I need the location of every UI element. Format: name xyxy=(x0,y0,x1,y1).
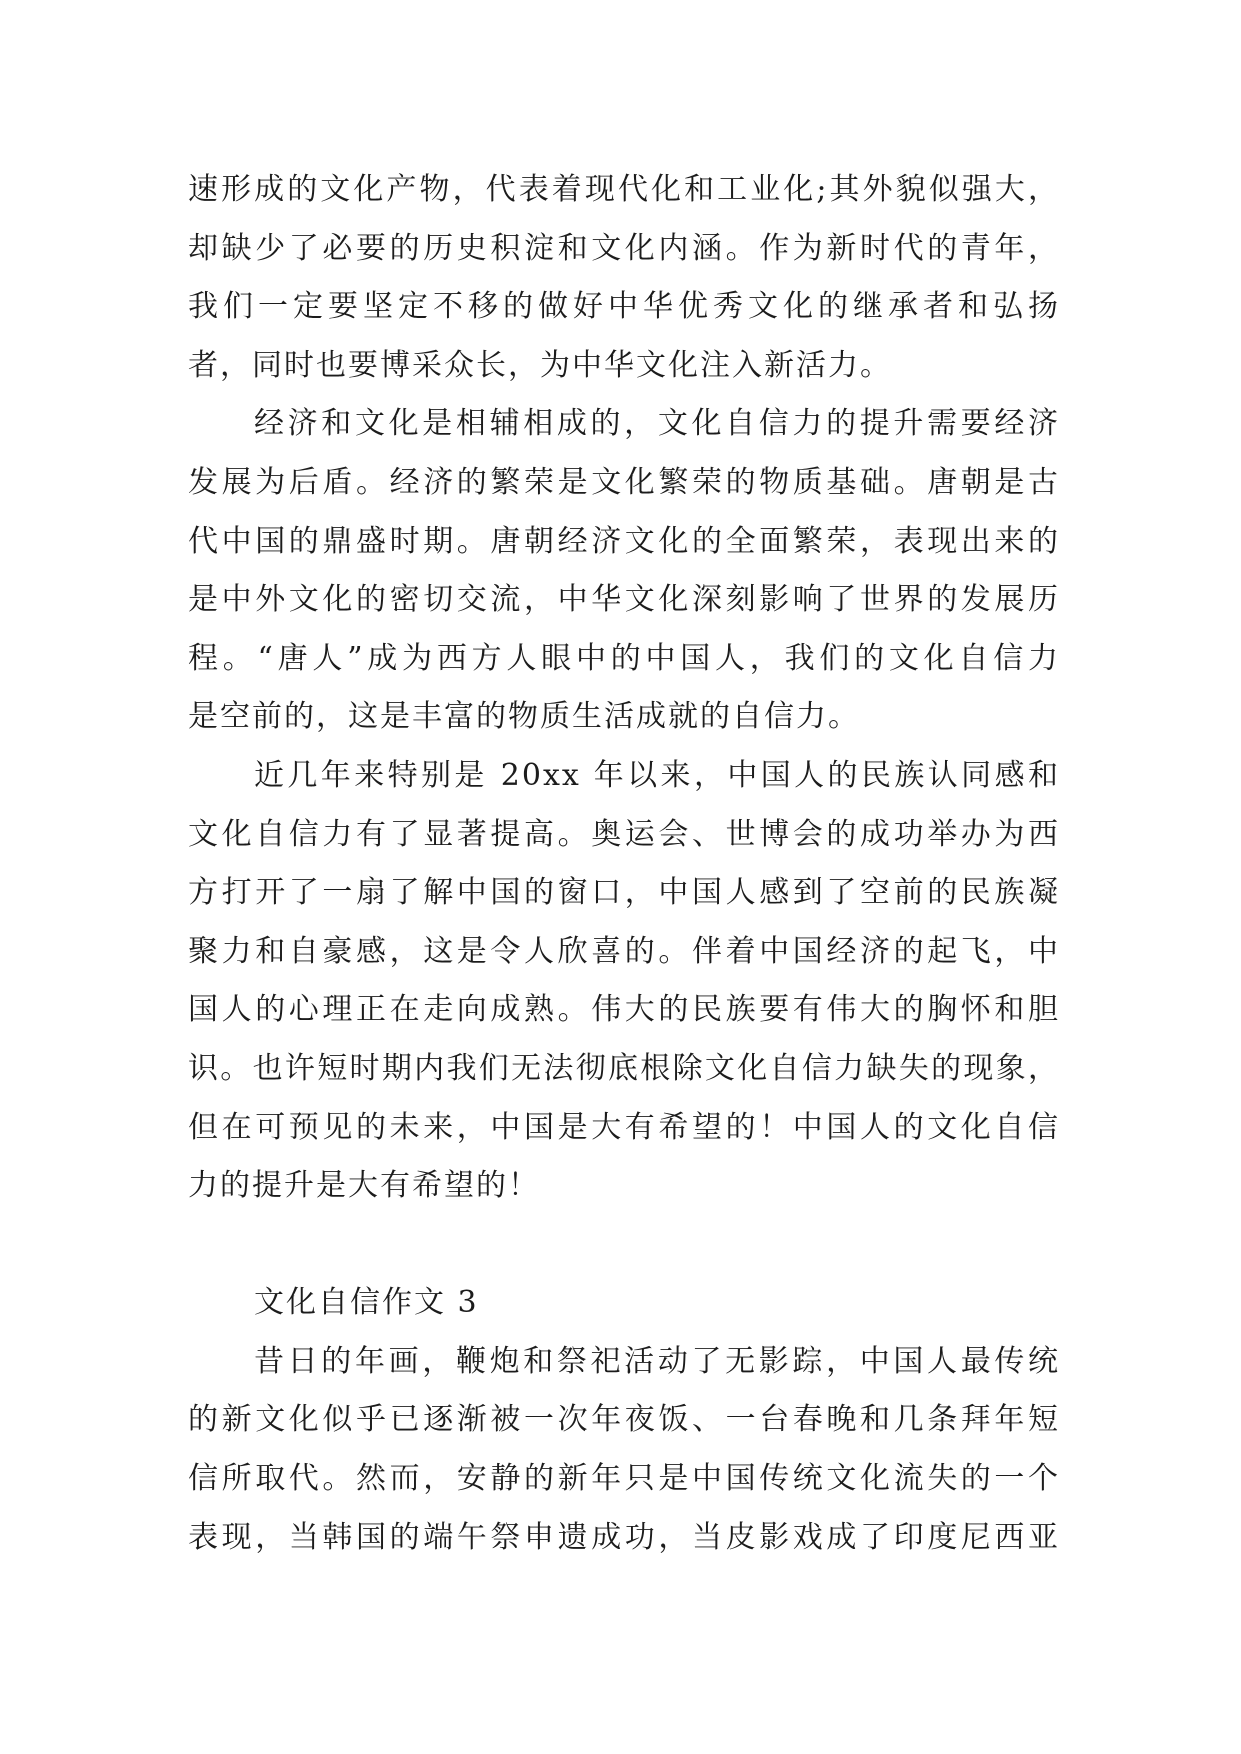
paragraph-line: 识。也许短时期内我们无法彻底根除文化自信力缺失的现象， xyxy=(188,1050,1060,1086)
paragraph-line: 者，同时也要博采众长，为中华文化注入新活力。 xyxy=(188,347,892,383)
paragraph-line: 聚力和自豪感，这是令人欣喜的。伴着中国经济的起飞，中 xyxy=(188,933,1060,969)
paragraph xyxy=(188,747,1060,1216)
paragraph-line: 代中国的鼎盛时期。唐朝经济文化的全面繁荣，表现出来的 xyxy=(188,523,1060,559)
paragraph-line: 是空前的，这是丰富的物质生活成就的自信力。 xyxy=(188,699,860,735)
paragraph-line: 力的提升是大有希望的！ xyxy=(188,1168,540,1204)
paragraph-line: 发展为后盾。经济的繁荣是文化繁荣的物质基础。唐朝是古 xyxy=(188,464,1060,500)
paragraph-line: 近几年来特别是 20xx 年以来，中国人的民族认同感和 xyxy=(254,757,1060,793)
paragraph-line: 是中外文化的密切交流，中华文化深刻影响了世界的发展历 xyxy=(188,582,1060,618)
paragraph-line: 信所取代。然而，安静的新年只是中国传统文化流失的一个 xyxy=(188,1461,1060,1497)
paragraph-line: 的新文化似乎已逐渐被一次年夜饭、一台春晚和几条拜年短 xyxy=(188,1402,1060,1438)
paragraph xyxy=(188,1333,1060,1567)
paragraph-line: 文化自信力有了显著提高。奥运会、世博会的成功举办为西 xyxy=(188,816,1060,852)
paragraph-line: 方打开了一扇了解中国的窗口，中国人感到了空前的民族凝 xyxy=(188,875,1060,911)
paragraph-line: 表现，当韩国的端午祭申遗成功，当皮影戏成了印度尼西亚 xyxy=(188,1519,1060,1555)
paragraph xyxy=(188,161,1060,395)
paragraph-line: 速形成的文化产物，代表着现代化和工业化;其外貌似强大， xyxy=(188,172,1060,207)
section-heading: 文化自信作文 3 xyxy=(254,1285,479,1321)
paragraph-line: 经济和文化是相辅相成的，文化自信力的提升需要经济 xyxy=(254,406,1060,442)
paragraph-line: 程。“唐人”成为西方人眼中的中国人，我们的文化自信力 xyxy=(188,640,1060,676)
paragraph-line: 昔日的年画，鞭炮和祭祀活动了无影踪，中国人最传统 xyxy=(254,1343,1060,1379)
paragraph-line: 却缺少了必要的历史积淀和文化内涵。作为新时代的青年， xyxy=(188,230,1060,266)
paragraph-line: 我们一定要坚定不移的做好中华优秀文化的继承者和弘扬 xyxy=(188,289,1060,325)
paragraph-line: 但在可预见的未来，中国是大有希望的！中国人的文化自信 xyxy=(188,1109,1060,1145)
paragraph-line: 国人的心理正在走向成熟。伟大的民族要有伟大的胸怀和胆 xyxy=(188,992,1060,1028)
paragraph xyxy=(188,395,1060,747)
document-body xyxy=(188,161,1060,1567)
blank-line xyxy=(188,1216,1060,1275)
